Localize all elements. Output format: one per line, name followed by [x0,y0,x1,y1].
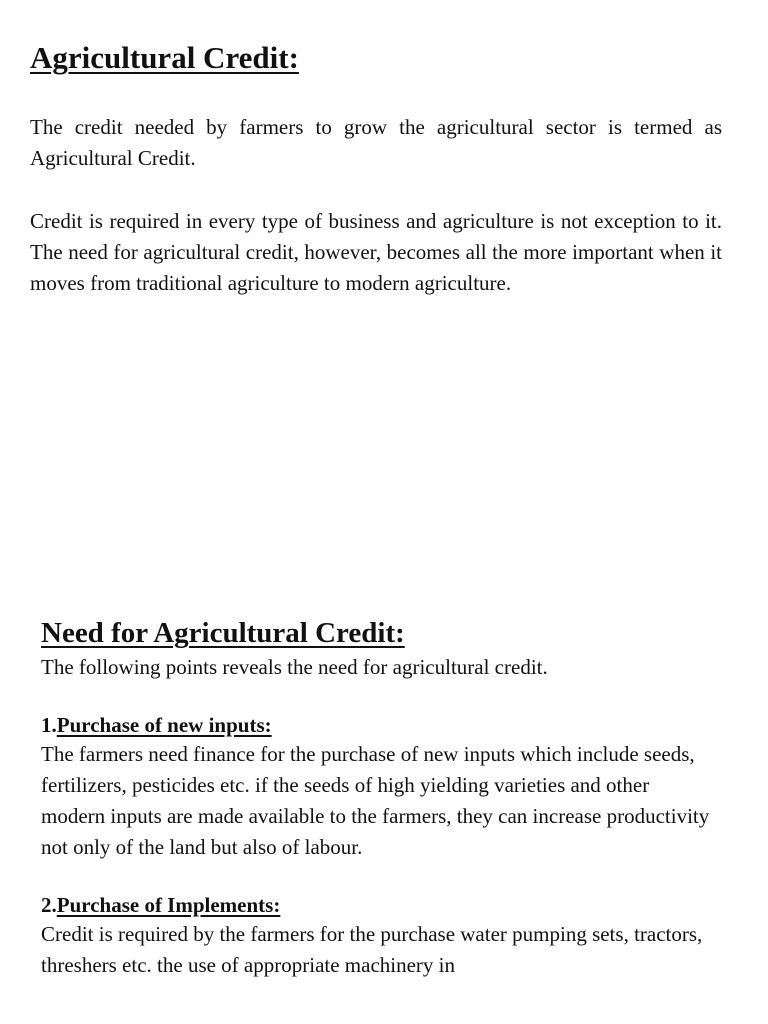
item-title: Purchase of new inputs: [56,713,272,737]
item-title: Purchase of Implements: [56,893,281,917]
item-heading [41,711,711,739]
page-title: Agricultural Credit: [30,40,299,75]
section-heading: Need for Agricultural Credit: [41,617,405,649]
section-agricultural-credit [30,38,722,299]
item-number: 1. [41,713,57,737]
list-item [41,891,711,981]
item-text: The farmers need finance for the purchase of new inputs which include seeds, fertilizers, pesticides etc. if the seeds of high yielding varieties and other modern inputs are made available to the farmers, they can increase productivity not only of the land but also of labour. [41,742,710,859]
definition-paragraph: The credit needed by farmers to grow the agricultural sector is termed as Agricultural Credit. [30,115,722,170]
item-heading [41,891,711,919]
item-number: 2. [41,893,57,917]
section-intro: The following points reveals the need for agricultural credit. [41,655,548,679]
list-item [41,711,711,863]
section-need-for-credit [41,614,711,981]
item-text: Credit is required by the farmers for the purchase water pumping sets, tractors, threshers etc. the use of appropriate machinery in [41,922,703,977]
explanation-paragraph: Credit is required in every type of business and agriculture is not exception to it. The need for agricultural credit, however, becomes all the more important when it moves from traditional agriculture to modern agriculture. [30,209,722,295]
